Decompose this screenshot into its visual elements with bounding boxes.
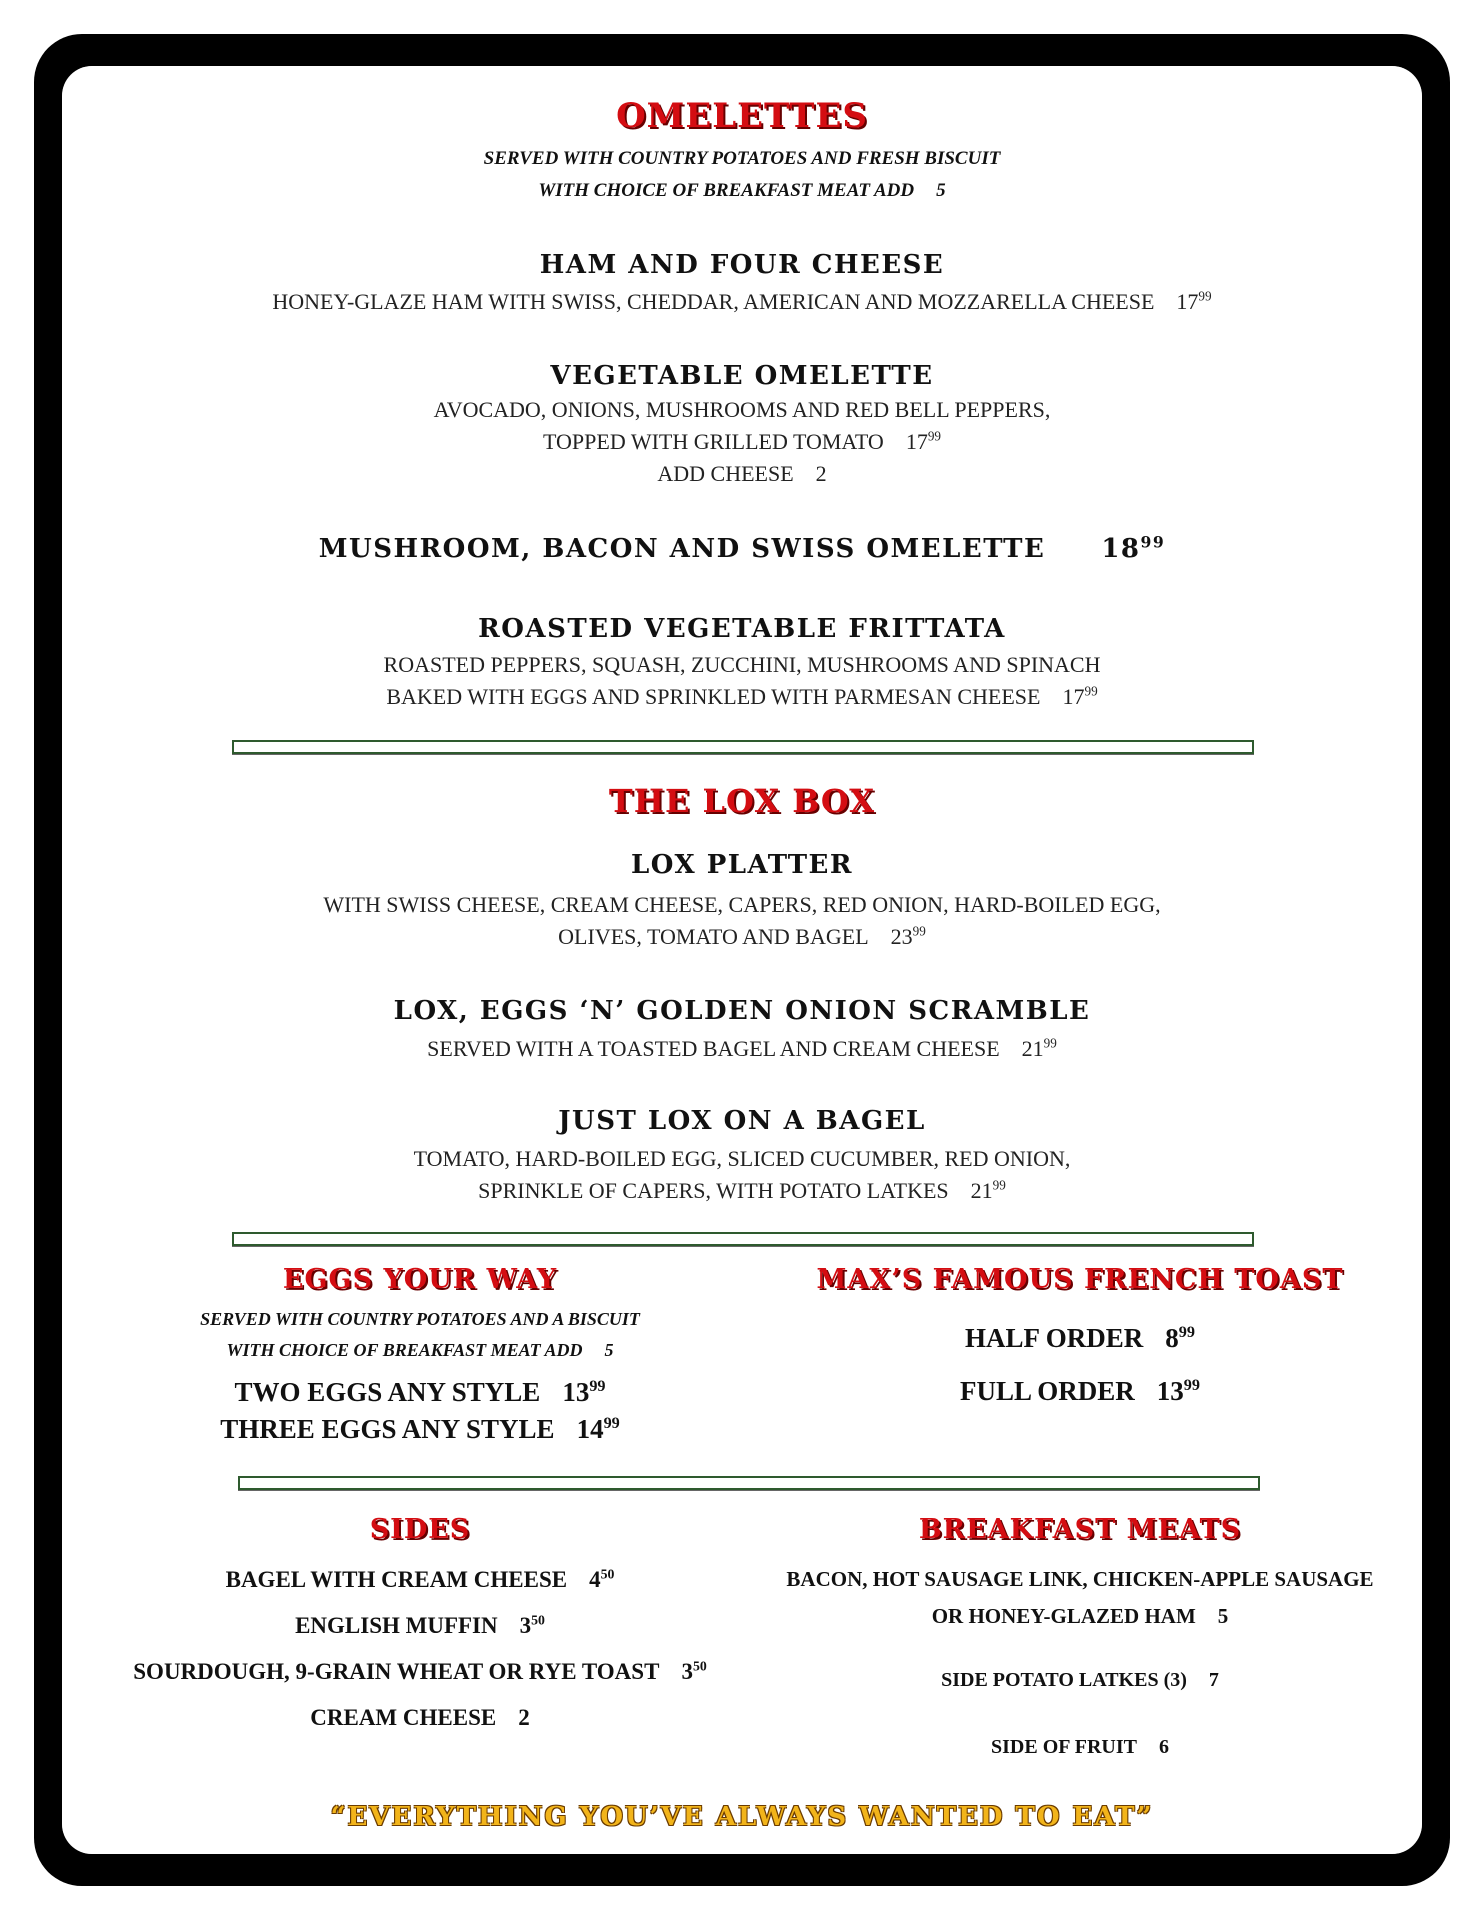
menu-item-name: SOURDOUGH, 9-GRAIN WHEAT OR RYE TOAST $3^{50}$ <box>133 1658 707 1684</box>
menu-item-name: MUSHROOM, BACON AND SWISS OMELETTE $18^{99}$ <box>318 532 1166 564</box>
menu-item-name: LOX, EGGS ‘N’ GOLDEN ONION SCRAMBLE <box>393 996 1091 1026</box>
menu-item-name: THREE EGGS ANY STYLE $14^{99}$ <box>220 1414 620 1444</box>
menu-item-description: SPRINKLE OF CAPERS, WITH POTATO LATKES $21^{99}$ <box>478 1177 1006 1203</box>
menu-item-name: HALF ORDER $8^{99}$ <box>965 1323 1195 1353</box>
menu-item-description: ROASTED PEPPERS, SQUASH, ZUCCHINI, MUSHROOMS AND SPINACH <box>383 652 1101 677</box>
menu-item-description: OLIVES, TOMATO AND BAGEL $23^{99}$ <box>558 923 926 949</box>
eggs-subtitle-2: WITH CHOICE OF BREAKFAST MEAT ADD 5 <box>226 1340 614 1360</box>
menu-item-description: HONEY-GLAZE HAM WITH SWISS, CHEDDAR, AMERICAN AND MOZZARELLA CHEESE $17^{99}$ <box>272 288 1212 314</box>
menu-item-description: TOMATO, HARD-BOILED EGG, SLICED CUCUMBER, RED ONION, <box>413 1146 1071 1171</box>
menu-item-name: HAM AND FOUR CHEESE <box>539 250 945 280</box>
menu-item-name: FULL ORDER $13^{99}$ <box>960 1376 1200 1406</box>
menu-item-name: ROASTED VEGETABLE FRITTATA <box>478 614 1006 644</box>
omelettes-heading: OMELETTES <box>616 96 868 136</box>
omelettes-subtitle-1: SERVED WITH COUNTRY POTATOES AND FRESH BISCUIT <box>483 148 1001 169</box>
side-potato-latkes: SIDE POTATO LATKES (3) 7 <box>941 1669 1219 1691</box>
section-divider <box>238 1476 1260 1490</box>
french-toast-heading: MAX’S FAMOUS FRENCH TOAST <box>816 1264 1344 1295</box>
tagline: “EVERYTHING YOU’VE ALWAYS WANTED TO EAT” <box>330 1802 1154 1832</box>
omelettes-subtitle-2: WITH CHOICE OF BREAKFAST MEAT ADD 5 <box>538 180 946 201</box>
menu-item-name: ENGLISH MUFFIN $3^{50}$ <box>295 1612 545 1638</box>
meats-line-2: OR HONEY-GLAZED HAM 5 <box>931 1604 1229 1628</box>
eggs-your-way-heading: EGGS YOUR WAY <box>282 1264 558 1295</box>
menu-item-description: TOPPED WITH GRILLED TOMATO $17^{99}$ <box>543 428 941 454</box>
lox-box-heading: THE LOX BOX <box>608 782 876 820</box>
menu-item-description: SERVED WITH A TOASTED BAGEL AND CREAM CHEESE $21^{99}$ <box>427 1035 1057 1061</box>
menu-item-name: CREAM CHEESE 2 <box>310 1705 530 1730</box>
section-divider <box>232 740 1254 754</box>
menu-item-name: LOX PLATTER <box>631 850 853 880</box>
menu-item-name: TWO EGGS ANY STYLE $13^{99}$ <box>234 1377 606 1407</box>
sides-heading: SIDES <box>369 1514 471 1545</box>
menu-item-description: BAKED WITH EGGS AND SPRINKLED WITH PARMESAN CHEESE $17^{99}$ <box>386 683 1098 709</box>
menu-item-name: VEGETABLE OMELETTE <box>550 361 934 391</box>
menu-item-description: AVOCADO, ONIONS, MUSHROOMS AND RED BELL PEPPERS, <box>433 397 1051 422</box>
menu-item-name: JUST LOX ON A BAGEL <box>558 1106 926 1136</box>
section-divider <box>232 1232 1254 1246</box>
menu-item-name: BAGEL WITH CREAM CHEESE $4^{50}$ <box>225 1566 615 1592</box>
breakfast-meats-heading: BREAKFAST MEATS <box>918 1514 1242 1545</box>
eggs-subtitle-1: SERVED WITH COUNTRY POTATOES AND A BISCUIT <box>200 1309 640 1329</box>
menu-item-addon: ADD CHEESE 2 <box>657 461 827 486</box>
menu-item-description: WITH SWISS CHEESE, CREAM CHEESE, CAPERS, RED ONION, HARD-BOILED EGG, <box>323 892 1161 917</box>
side-of-fruit: SIDE OF FRUIT 6 <box>991 1736 1169 1758</box>
meats-line-1: BACON, HOT SAUSAGE LINK, CHICKEN-APPLE SAUSAGE <box>786 1567 1374 1591</box>
